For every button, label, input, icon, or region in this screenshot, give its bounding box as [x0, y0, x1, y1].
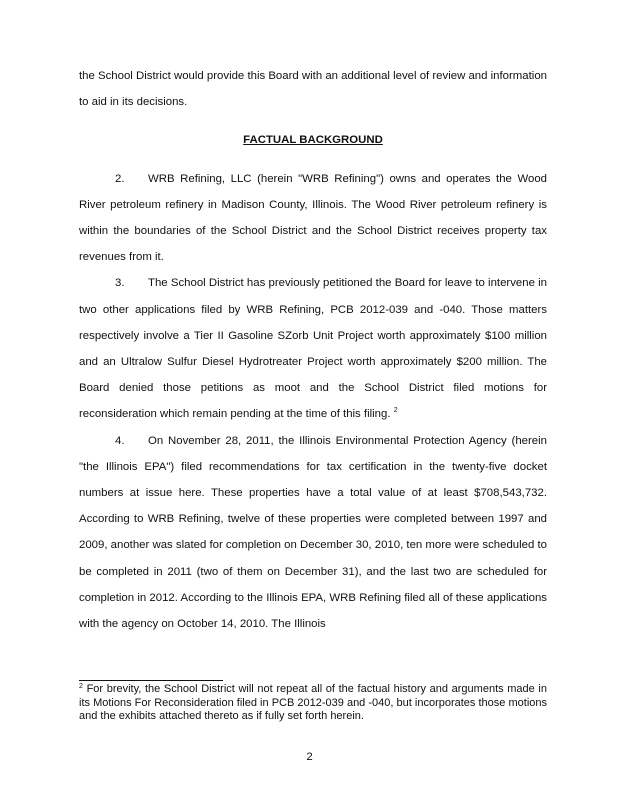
- paragraph-number: 3.: [115, 277, 125, 290]
- paragraph-number: 2.: [115, 172, 125, 185]
- section-heading: FACTUAL BACKGROUND: [243, 134, 383, 147]
- paragraph-text: WRB Refining, LLC (herein "WRB Refining") owns and operates the Wood River petroleum refinery in Madison County, Illinois. The Wood River petroleum refinery is within the boundaries of the School District and the School District receives property tax revenues from it.: [79, 172, 547, 264]
- footnote-separator: [79, 680, 223, 681]
- paragraph-text: On November 28, 2011, the Illinois Environmental Protection Agency (herein "the Illinois EPA") filed recommendations for tax certification in the twenty-five docket numbers at issue here. These properties have a total value of at least $708,543,732. According to WRB Refining, twelve of these properties were completed between 1997 and 2009, another was slated for completion on December 30, 2010, ten more were scheduled to be completed in 2011 (two of them on December 31), and the last two are scheduled for completion in 2012. According to the Illinois EPA, WRB Refining filed all of these applications with the agency on October 14, 2010. The Illinois: [79, 434, 547, 631]
- paragraph-3: [79, 270, 547, 427]
- paragraph-text: The School District has previously petitioned the Board for leave to intervene in two other applications filed by WRB Refining, PCB 2012-039 and -040. Those matters respectively involve a Tier II Gasoline SZorb Unit Project worth approximately $100 million and an Ultralow Sulfur Diesel Hydrotreater Project worth approximately $200 million. The Board denied those petitions as moot and the School District filed motions for reconsideration which remain pending at the time of this filing.: [79, 277, 547, 421]
- footnote-marker: 2: [79, 683, 83, 690]
- footnote-reference: 2: [393, 407, 398, 415]
- body-text: [79, 63, 547, 637]
- footnote: [79, 683, 547, 724]
- footnote-text: For brevity, the School District will not repeat all of the factual history and arguments made in its Motions For Reconsideration filed in PCB 2012-039 and -040, but incorporates those motions and the exhibits attached thereto as if fully set forth herein.: [79, 683, 547, 723]
- paragraph-2: [79, 166, 547, 271]
- paragraph-4: [79, 428, 547, 638]
- page-number: 2: [306, 751, 313, 763]
- intro-paragraph: the School District would provide this Board with an additional level of review and information to aid in its decisions.: [79, 70, 547, 109]
- paragraph-number: 4.: [115, 434, 125, 447]
